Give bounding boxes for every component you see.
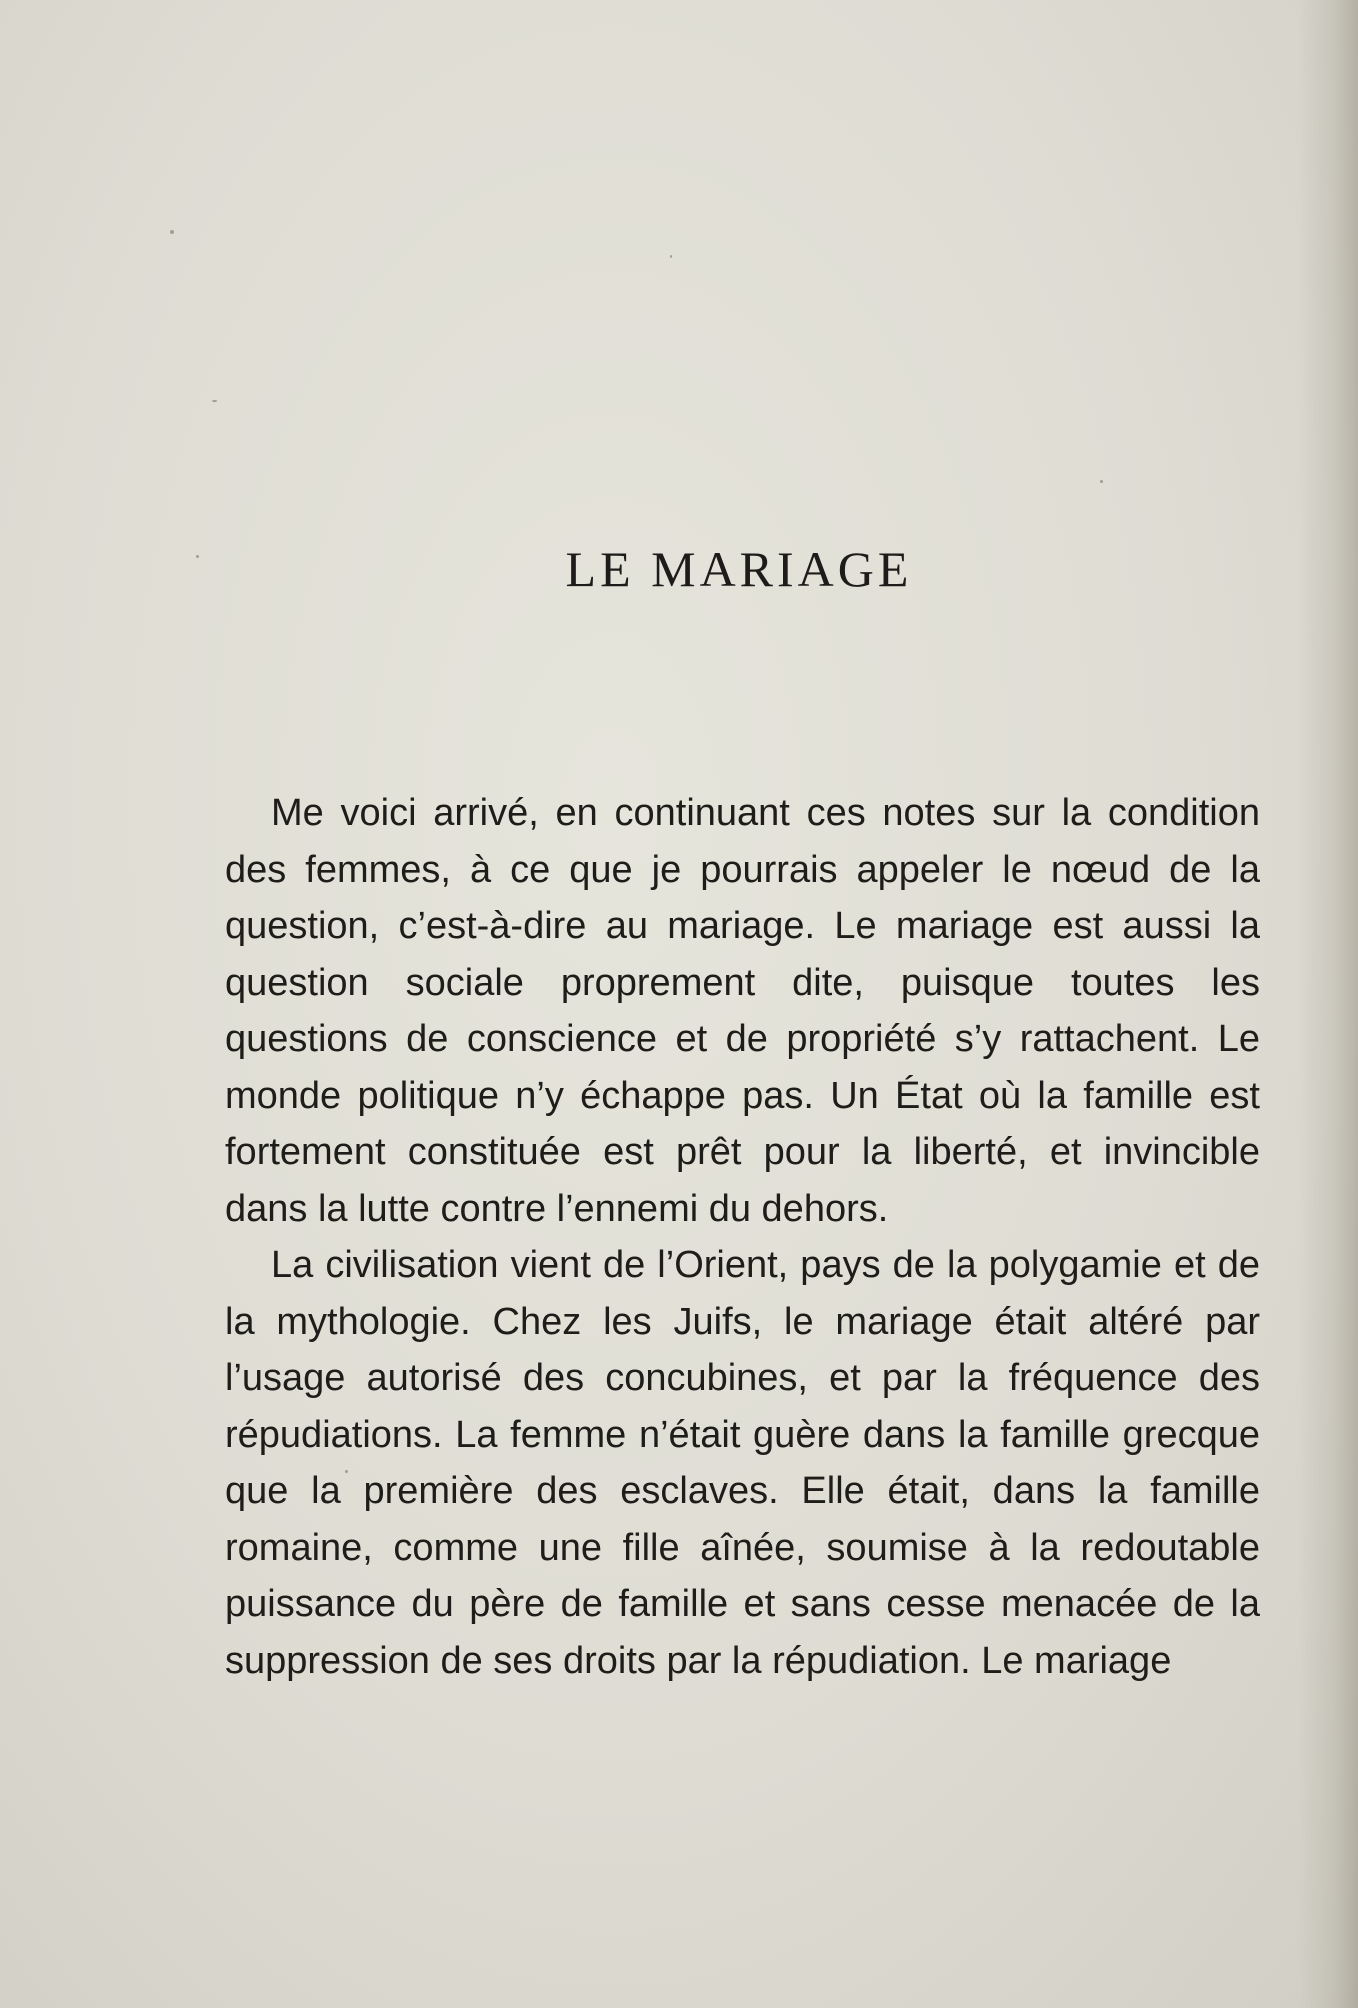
paragraph: La civilisation vient de l’Orient, pays de la polygamie et de la mythologie. Chez les Juifs, le mariage était altéré par l’usage autorisé des concubines, et par la fréquence des répudiations. La femme n’était guère dans la famille grecque que la première des esclaves. Elle était, dans la famille romaine, comme une fille aînée, soumise à la redoutable puissance du père de famille et sans cesse menacée de la suppression de ses droits par la répudiation. Le mariage: [225, 1244, 1260, 1682]
page-edge-shadow: [1298, 0, 1358, 2008]
paper-speck: [670, 255, 672, 258]
paper-speck: [170, 230, 174, 234]
paper-speck: [212, 400, 217, 402]
paper-speck: [1100, 480, 1103, 483]
body-text: [225, 785, 1260, 1689]
paragraph: Me voici arrivé, en continuant ces notes sur la condition des femmes, à ce que je pourrais appeler le nœud de la question, c’est-à-dire au mariage. Le mariage est aussi la question sociale proprement dite, puisque toutes les questions de conscience et de propriété s’y rattachent. Le monde politique n’y échappe pas. Un État où la famille est fortement constituée est prêt pour la liberté, et invincible dans la lutte contre l’ennemi du dehors.: [225, 792, 1260, 1230]
chapter-title: LE MARIAGE: [565, 541, 913, 597]
